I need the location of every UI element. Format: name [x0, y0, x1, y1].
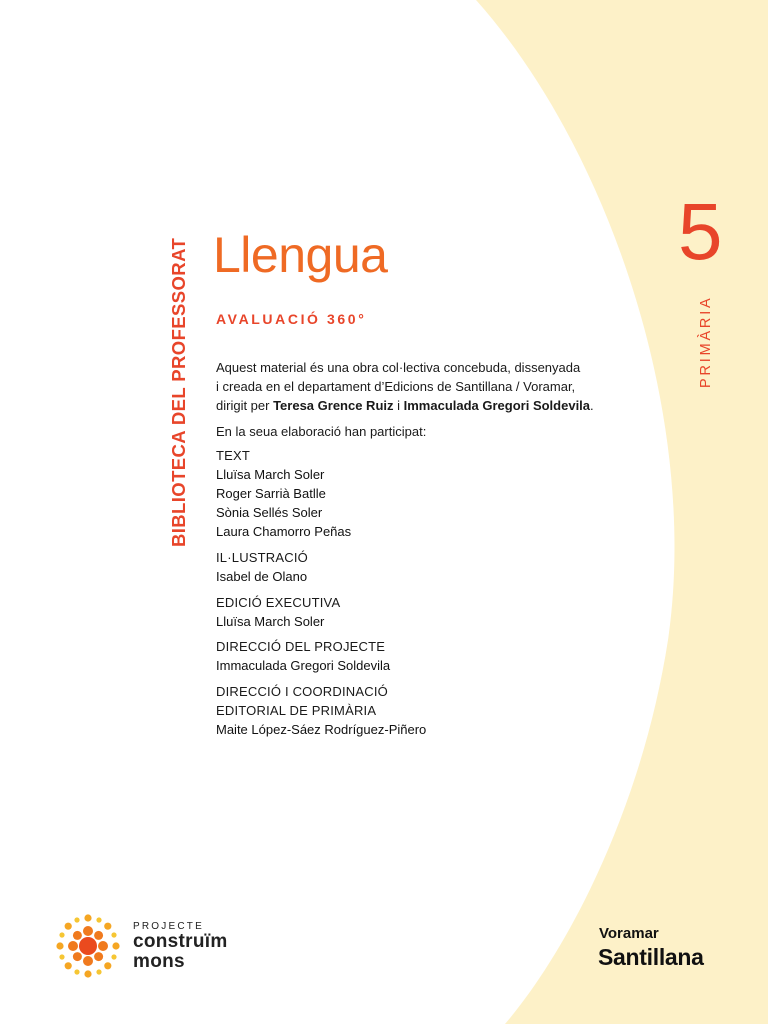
project-name-line: construïm: [133, 931, 228, 952]
credit-heading: IL·LUSTRACIÓ: [216, 550, 308, 565]
intro-connector: i: [393, 398, 404, 413]
credit-name: Maite López-Sáez Rodríguez-Piñero: [216, 722, 427, 737]
publisher-name: Santillana: [598, 944, 704, 970]
credits-text: [216, 446, 351, 541]
credits-project-direction: [216, 637, 390, 675]
book-title: Llengua: [213, 227, 388, 283]
credit-name: Lluïsa March Soler: [216, 614, 325, 629]
project-label: PROJECTE: [133, 921, 204, 932]
intro-line: i creada en el departament d’Edicions de Santillana / Voramar,: [216, 379, 576, 394]
book-subtitle: AVALUACIÓ 360°: [216, 311, 367, 327]
intro-line: dirigit per: [216, 398, 274, 413]
credit-heading: EDITORIAL DE PRIMÀRIA: [216, 703, 377, 718]
credit-name: Laura Chamorro Peñas: [216, 524, 352, 539]
intro-line: Aquest material és una obra col·lectiva concebuda, dissenyada: [216, 360, 581, 375]
participants-intro: En la seua elaboració han participat:: [216, 424, 427, 439]
credits-illustration: [216, 548, 308, 586]
credit-heading: DIRECCIÓ I COORDINACIÓ: [216, 684, 388, 699]
credit-heading: TEXT: [216, 448, 251, 463]
project-branding: [133, 922, 228, 972]
credit-name: Lluïsa March Soler: [216, 467, 325, 482]
credit-heading: EDICIÓ EXECUTIVA: [216, 595, 341, 610]
project-name-line: mons: [133, 951, 185, 972]
credits-executive: [216, 593, 340, 631]
credit-heading: DIRECCIÓ DEL PROJECTE: [216, 639, 386, 654]
grade-number: 5: [678, 187, 723, 276]
credit-name: Roger Sarrià Batlle: [216, 486, 326, 501]
director-name: Immaculada Gregori Soldevila: [403, 398, 591, 413]
credit-name: Isabel de Olano: [216, 569, 308, 584]
credit-name: Immaculada Gregori Soldevila: [216, 658, 391, 673]
side-title: BIBLIOTECA DEL PROFESSORAT: [168, 237, 189, 547]
sun-dots-logo-icon: [52, 910, 124, 982]
grade-label: PRIMÀRIA: [698, 295, 714, 388]
intro-line: .: [590, 398, 594, 413]
publisher-imprint: Voramar: [599, 925, 659, 942]
intro-paragraph: [216, 358, 596, 415]
credits-coordination: [216, 682, 426, 739]
credit-name: Sònia Sellés Soler: [216, 505, 323, 520]
director-name: Teresa Grence Ruiz: [273, 398, 394, 413]
